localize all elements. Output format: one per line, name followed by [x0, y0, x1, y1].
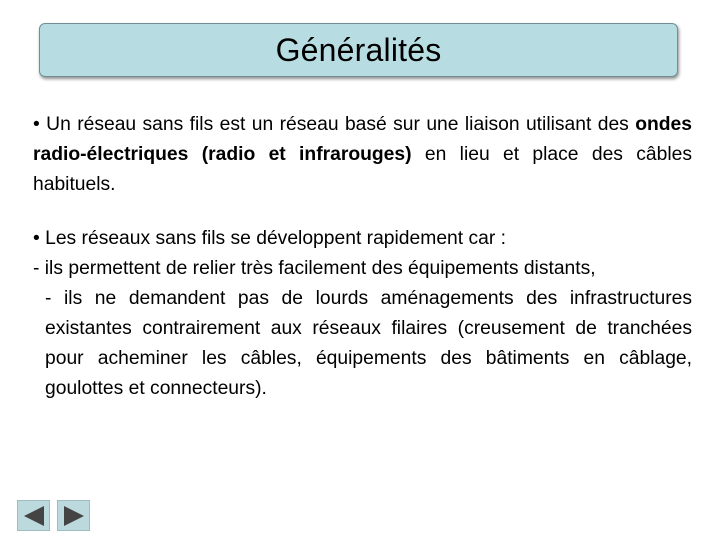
definition-highlight: ondes radio-électriques (radio et infrarouges) — [33, 114, 692, 165]
bullet-point-1: - ils permettent de relier très facilement des équipements distants, — [33, 258, 596, 279]
definition-text-start: • Un réseau sans fils est un réseau basé sur une liaison utilisant des — [33, 114, 636, 135]
title-banner — [39, 23, 678, 77]
paragraph-intro: • Les réseaux sans fils se développent rapidement car : — [33, 228, 506, 249]
next-slide-button[interactable] — [57, 500, 90, 531]
arrow-left-icon — [22, 505, 46, 527]
paragraph-definition — [33, 110, 692, 200]
previous-slide-button[interactable] — [17, 500, 50, 531]
slide-body — [33, 110, 692, 404]
arrow-right-icon — [62, 505, 86, 527]
bullet-point-2: - ils ne demandent pas de lourds aménagements des infrastructures existantes contrairement aux réseaux filaires (creusement de tranchées pour acheminer les câbles, équipements des bâtiments en câblage, goulottes et connecteurs). — [45, 288, 692, 399]
slide-title: Généralités — [275, 31, 442, 68]
definition-text-end: en lieu et place des câbles habituels. — [33, 144, 692, 195]
